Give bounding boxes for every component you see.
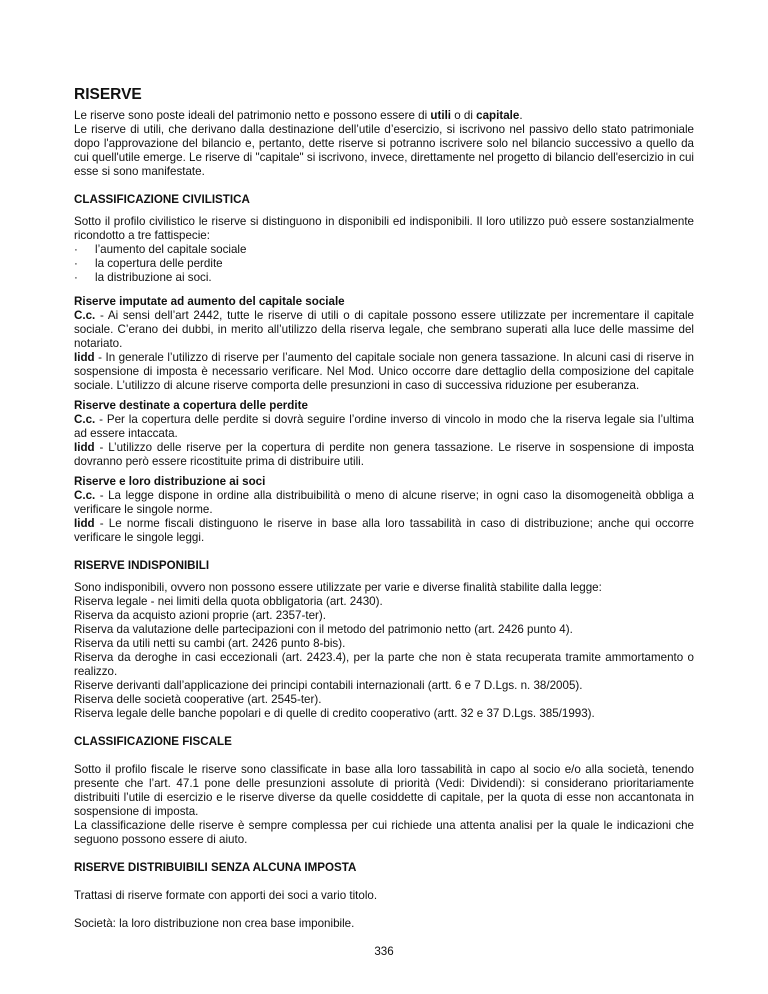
subheading-perdite: Riserve destinate a copertura delle perdite <box>74 399 308 412</box>
indisponibili-line: Riserva legale - nei limiti della quota obbligatoria (art. 2430). <box>74 595 383 608</box>
distribuibili-paragraph-2: Società: la loro distribuzione non crea base imponibile. <box>74 917 355 930</box>
aumento-cc <box>74 309 694 351</box>
intro-text: . <box>519 109 523 122</box>
bullet-item <box>74 243 694 257</box>
cc-label: C.c. <box>74 489 96 502</box>
section-heading-civilistica: CLASSIFICAZIONE CIVILISTICA <box>74 193 250 206</box>
cc-text: - Ai sensi dell’art 2442, tutte le riserve di utili o di capitale possono essere utilizzate per incrementare il capitale sociale. C’erano dei dubbi, in merito all’utilizzo della riserva legale, che sembrano superati alla luce delle massime del notariato. <box>74 309 694 350</box>
bullet-mark: · <box>74 257 78 270</box>
subheading-distribuzione: Riserve e loro distribuzione ai soci <box>74 475 266 488</box>
perdite-iidd <box>74 441 694 469</box>
page-title: RISERVE <box>74 86 142 103</box>
section-heading-fiscale: CLASSIFICAZIONE FISCALE <box>74 735 232 748</box>
bullet-mark: · <box>74 243 78 256</box>
intro-text: Le riserve sono poste ideali del patrimonio netto e possono essere di <box>74 109 431 122</box>
subheading-aumento: Riserve imputate ad aumento del capitale sociale <box>74 295 345 308</box>
intro-paragraph-1 <box>74 109 694 123</box>
distribuzione-iidd <box>74 517 694 545</box>
indisponibili-line: Riserva da acquisto azioni proprie (art. 2357-ter). <box>74 609 326 622</box>
distribuibili-paragraph-1: Trattasi di riserve formate con apporti dei soci a vario titolo. <box>74 889 378 902</box>
section-heading-distribuibili: RISERVE DISTRIBUIBILI SENZA ALCUNA IMPOSTA <box>74 861 357 874</box>
indisponibili-line: Riserva da deroghe in casi eccezionali (art. 2423.4), per la parte che non è stata recuperata tramite ammortamento o realizzo. <box>74 651 694 678</box>
intro-utili: utili <box>430 109 452 122</box>
cc-text: - Per la copertura delle perdite si dovrà seguire l’ordine inverso di vincolo in modo che la riserva legale sia l’ultima ad essere intaccata. <box>74 413 694 440</box>
iidd-label: Iidd <box>74 517 95 530</box>
intro-text: o di <box>451 109 477 122</box>
iidd-label: Iidd <box>74 441 95 454</box>
indisponibili-line: Riserva da valutazione delle partecipazioni con il metodo del patrimonio netto (art. 2426 punto 4). <box>74 623 573 636</box>
distribuzione-cc <box>74 489 694 517</box>
fiscale-paragraph-1: Sotto il profilo fiscale le riserve sono classificate in base alla loro tassabilità in capo al socio e/o alla società, tenendo presente che l’art. 47.1 pone delle presunzioni assolute di priorità (Vedi: Dividendi): si considerano prioritariamente distribuiti l’utile di esercizio e le riserve diverse da quelle cosiddette di capitale, per la quota di esse non accantonata in sospensione di imposta. <box>74 763 694 818</box>
intro-paragraph-2: Le riserve di utili, che derivano dalla destinazione dell’utile d’esercizio, si iscrivono nel passivo dello stato patrimoniale dopo l'approvazione del bilancio e, pertanto, dette riserve si potranno iscrivere solo nel bilancio successivo a quello da cui quell'utile emerge. Le riserve di "capitale" si iscrivono, invece, direttamente nel progetto di bilancio dell'esercizio in cui esse si sono manifestate. <box>74 123 694 178</box>
iidd-text: - L’utilizzo delle riserve per la copertura di perdite non genera tassazione. Le riserve in sospensione di imposta dovranno però essere ricostituite prima di distribuire utili. <box>74 441 694 468</box>
bullet-item <box>74 257 694 271</box>
intro-capitale: capitale <box>476 109 520 122</box>
fiscale-paragraph-2: La classificazione delle riserve è sempre complessa per cui richiede una attenta analisi per la quale le indicazioni che seguono possono essere di aiuto. <box>74 819 694 846</box>
iidd-text: - In generale l’utilizzo di riserve per l’aumento del capitale sociale non genera tassazione. In alcuni casi di riserve in sospensione di imposta è necessario verificare. Nel Mod. Unico occorre dare dettaglio della composizione del capitale sociale. L’utilizzo di alcune riserve comporta delle presunzioni in caso di successiva riduzione per esuberanza. <box>74 351 694 392</box>
page-number: 336 <box>374 945 394 958</box>
bullet-item <box>74 271 694 285</box>
indisponibili-line: Sono indisponibili, ovvero non possono essere utilizzate per varie e diverse finalità stabilite dalla legge: <box>74 581 602 594</box>
bullet-text: la distribuzione ai soci. <box>95 271 212 284</box>
bullet-text: l’aumento del capitale sociale <box>95 243 247 256</box>
cc-text: - La legge dispone in ordine alla distribuibilità o meno di alcune riserve; in ogni caso la disomogeneità obbliga a verificare le singole norme. <box>74 489 694 516</box>
indisponibili-line: Riserva da utili netti su cambi (art. 2426 punto 8-bis). <box>74 637 346 650</box>
indisponibili-line: Riserva delle società cooperative (art. 2545-ter). <box>74 693 322 706</box>
aumento-iidd <box>74 351 694 393</box>
iidd-text: - Le norme fiscali distinguono le riserve in base alla loro tassabilità in caso di distribuzione; anche qui occorre verificare le singole leggi. <box>74 517 694 544</box>
civilistica-text: Sotto il profilo civilistico le riserve si distinguono in disponibili ed indisponibili. Il loro utilizzo può essere sostanzialmente ricondotto a tre fattispecie: <box>74 215 694 242</box>
cc-label: C.c. <box>74 413 96 426</box>
document-body <box>74 86 694 931</box>
bullet-mark: · <box>74 271 78 284</box>
iidd-label: Iidd <box>74 351 95 364</box>
perdite-cc <box>74 413 694 441</box>
cc-label: C.c. <box>74 309 96 322</box>
indisponibili-line: Riserva legale delle banche popolari e di quelle di credito cooperativo (artt. 32 e 37 D.Lgs. 385/1993). <box>74 707 595 720</box>
section-heading-indisponibili: RISERVE INDISPONIBILI <box>74 559 210 572</box>
bullet-text: la copertura delle perdite <box>95 257 223 270</box>
indisponibili-line: Riserve derivanti dall’applicazione dei principi contabili internazionali (artt. 6 e 7 D.Lgs. n. 38/2005). <box>74 679 583 692</box>
